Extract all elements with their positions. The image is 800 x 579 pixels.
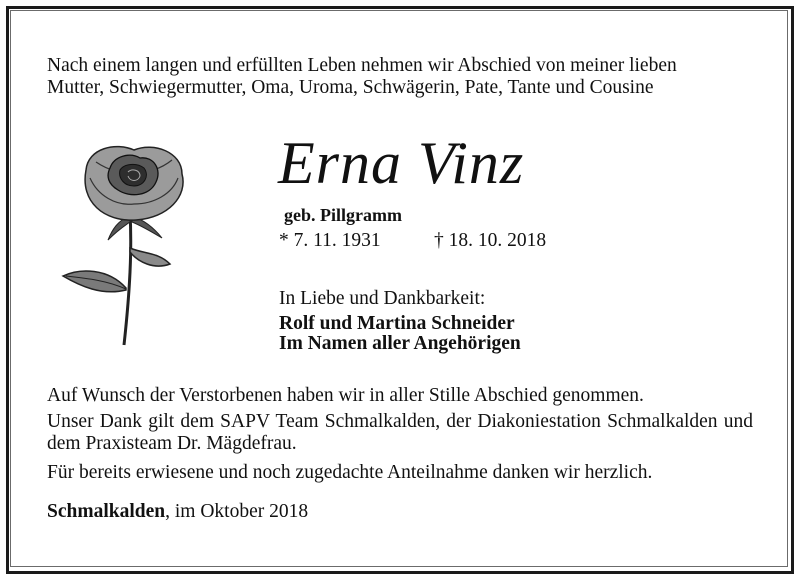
place: Schmalkalden <box>47 501 166 522</box>
sympathy-paragraph: Für bereits erwiesene und noch zugedachte Anteilnahme danken wir herzlich. <box>47 462 653 483</box>
maiden-name: geb. Pillgramm <box>284 205 402 225</box>
date: , im Oktober 2018 <box>165 501 309 522</box>
deceased-name: Erna Vinz <box>278 130 525 196</box>
intro-line-2: Mutter, Schwiegermutter, Oma, Uroma, Schwägerin, Pate, Tante und Cousine <box>47 77 654 98</box>
death-date: † 18. 10. 2018 <box>434 230 547 251</box>
birth-date: * 7. 11. 1931 <box>279 230 381 251</box>
thanks-paragraph: Unser Dank gilt dem SAPV Team Schmalkalden, der Diakoniestation Schmalkalden und dem Praxisteam Dr. Mägdefrau. <box>47 411 753 454</box>
wish-paragraph: Auf Wunsch der Verstorbenen haben wir in aller Stille Abschied genommen. <box>47 385 644 406</box>
intro-line-1: Nach einem langen und erfüllten Leben nehmen wir Abschied von meiner lieben <box>47 55 677 76</box>
place-date-line <box>47 500 308 524</box>
mourners-line-2: Im Namen aller Angehörigen <box>279 333 521 354</box>
mourners-intro: In Liebe und Dankbarkeit: <box>279 288 486 309</box>
rose-icon <box>58 140 198 350</box>
mourners-line-1: Rolf und Martina Schneider <box>279 313 515 334</box>
